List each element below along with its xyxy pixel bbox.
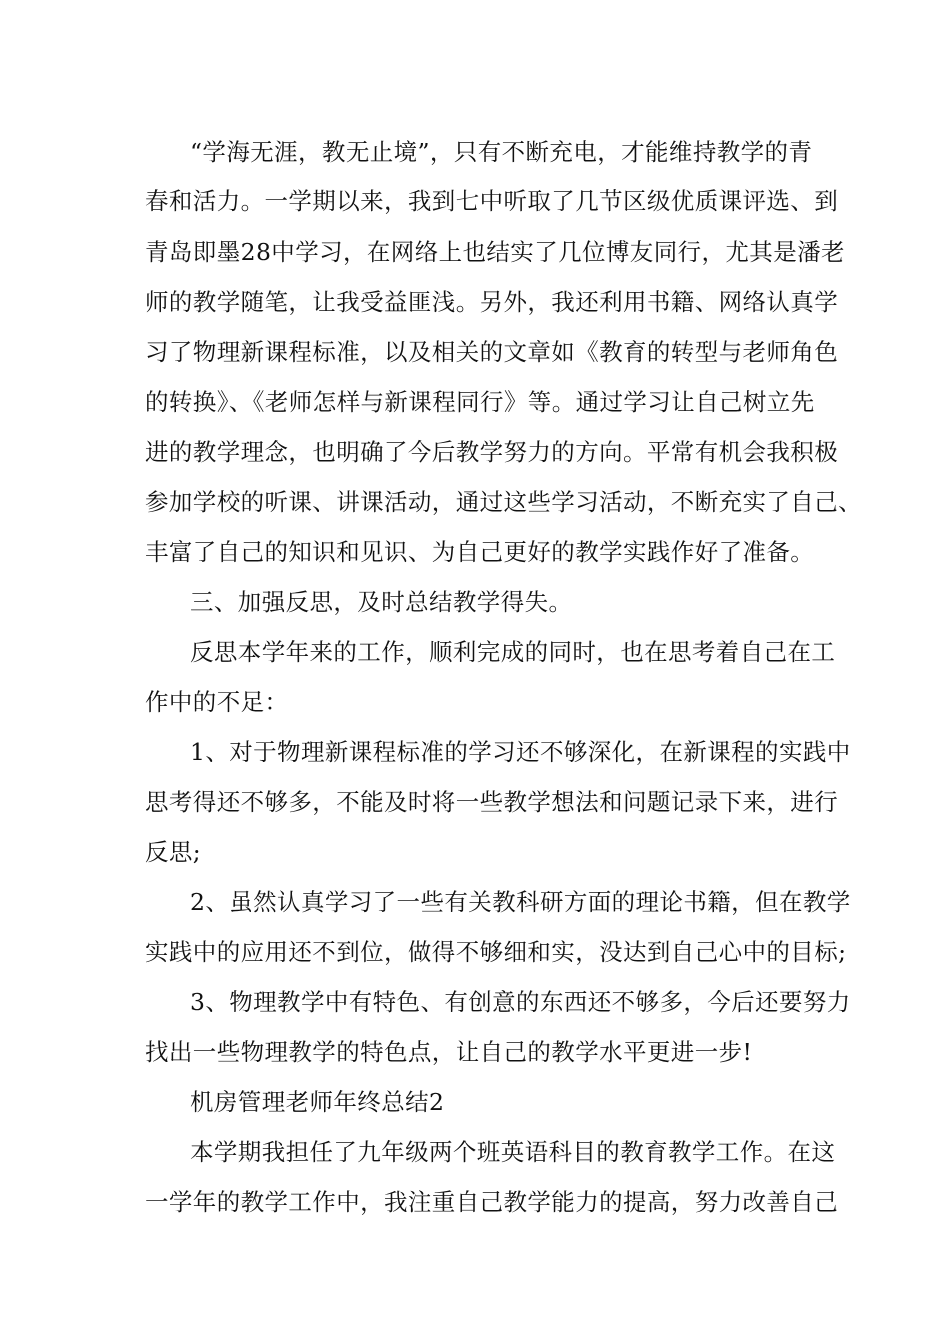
paragraph-reflection-line-2: 作中的不足： — [145, 688, 289, 716]
paragraph-learning-line-2: 春和活力。一学期以来，我到七中听取了几节区级优质课评选、到 — [145, 187, 839, 215]
paragraph-learning-line-4: 师的教学随笔，让我受益匪浅。另外，我还利用书籍、网络认真学 — [145, 288, 839, 316]
paragraph-english-line-2: 一学年的教学工作中，我注重自己教学能力的提高，努力改善自己 — [145, 1188, 839, 1216]
paragraph-english-line-1: 本学期我担任了九年级两个班英语科目的教育教学工作。在这 — [190, 1138, 836, 1166]
list-item-1-line-2: 思考得还不够多，不能及时将一些教学想法和问题记录下来，进行 — [145, 788, 839, 816]
paragraph-learning-line-6: 的转换》、《老师怎样与新课程同行》等。通过学习让自己树立先 — [145, 388, 815, 416]
paragraph-learning-line-5: 习了物理新课程标准，以及相关的文章如《教育的转型与老师角色 — [145, 338, 839, 366]
list-item-2-line-2: 实践中的应用还不到位，做得不够细和实，没达到自己心中的目标; — [145, 938, 847, 966]
list-item-1-line-3: 反思; — [145, 838, 202, 866]
paragraph-learning-line-3: 青岛即墨28中学习，在网络上也结实了几位博友同行，尤其是潘老 — [145, 238, 845, 266]
list-item-2-line-1: 2、虽然认真学习了一些有关教科研方面的理论书籍，但在教学 — [190, 888, 851, 916]
list-item-3-line-1: 3、物理教学中有特色、有创意的东西还不够多，今后还要努力 — [190, 988, 851, 1016]
list-item-1-line-1: 1、对于物理新课程标准的学习还不够深化，在新课程的实践中 — [190, 738, 851, 766]
paragraph-reflection-line-1: 反思本学年来的工作，顺利完成的同时，也在思考着自己在工 — [190, 638, 836, 666]
paragraph-learning-line-8: 参加学校的听课、讲课活动，通过这些学习活动，不断充实了自己、 — [145, 488, 862, 516]
paragraph-learning-line-1: “学海无涯，教无止境”，只有不断充电，才能维持教学的青 — [190, 138, 813, 166]
section-heading-reflection: 三、加强反思，及时总结教学得失。 — [190, 588, 573, 616]
section-title-summary-2: 机房管理老师年终总结2 — [190, 1088, 445, 1116]
paragraph-learning-line-9: 丰富了自己的知识和见识、为自己更好的教学实践作好了准备。 — [145, 538, 815, 566]
list-item-3-line-2: 找出一些物理教学的特色点，让自己的教学水平更进一步! — [145, 1038, 753, 1066]
paragraph-learning-line-7: 进的教学理念，也明确了今后教学努力的方向。平常有机会我积极 — [145, 438, 839, 466]
